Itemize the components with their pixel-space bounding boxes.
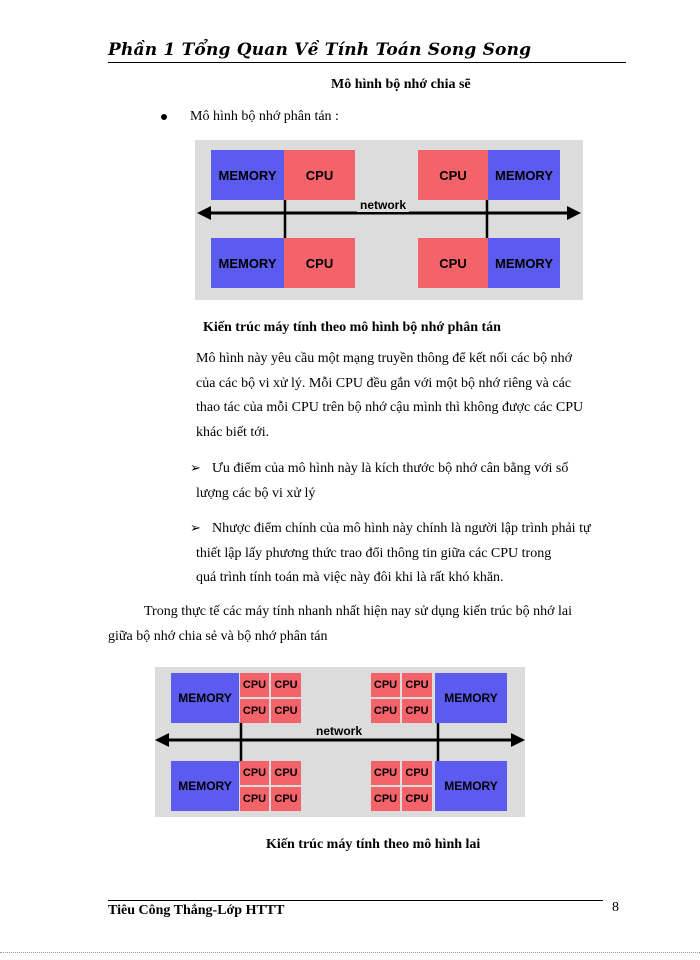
footer-author: Tiêu Công Thắng-Lớp HTTT	[108, 903, 285, 918]
cpu-block: CPU	[418, 238, 488, 288]
paragraph-line: Mô hình này yêu cầu một mạng truyền thông để kết nối các bộ nhớ	[196, 351, 572, 366]
advantage-line: Ưu điểm của mô hình này là kích thước bộ nhớ cân bằng với số	[212, 461, 569, 476]
advantage-text	[196, 457, 626, 506]
paragraph-line: của các bộ vi xử lý. Mỗi CPU đều gắn với một bộ nhớ riêng và các	[196, 375, 572, 391]
memory-block: MEMORY	[171, 761, 239, 811]
memory-block: MEMORY	[488, 150, 560, 200]
hybrid-memory-diagram	[155, 667, 525, 817]
memory-block: MEMORY	[211, 238, 284, 288]
disadvantage-line: Nhược điểm chính của mô hình này chính là người lập trình phải tự	[212, 521, 591, 536]
cpu-block: CPU	[284, 238, 355, 288]
network-label: network	[357, 198, 409, 212]
paragraph-hybrid-intro	[108, 600, 626, 649]
arrow-bullet-icon: ➢	[190, 461, 201, 476]
paragraph-line: khác biết tới.	[196, 424, 270, 440]
memory-block: MEMORY	[435, 673, 507, 723]
page-header-title: Phần 1 Tổng Quan Về Tính Toán Song Song	[108, 40, 532, 60]
paragraph-distributed-memory	[196, 347, 624, 445]
paragraph-line: thao tác của mỗi CPU trên bộ nhớ cậu mình thì không được các CPU	[196, 400, 584, 415]
cpu-block: CPU	[371, 761, 400, 785]
cpu-block: CPU	[240, 787, 269, 811]
memory-block: MEMORY	[488, 238, 560, 288]
disadvantage-line: thiết lập lấy phương thức trao đổi thông tin giữa các CPU trong	[196, 545, 552, 561]
footer-rule	[108, 900, 603, 901]
caption-shared-memory: Mô hình bộ nhớ chia sẽ	[331, 77, 471, 92]
disadvantage-text	[196, 517, 626, 591]
cpu-block: CPU	[402, 699, 432, 723]
caption-hybrid: Kiến trúc máy tính theo mô hình lai	[266, 837, 481, 852]
cpu-block: CPU	[271, 787, 301, 811]
cpu-block: CPU	[271, 673, 301, 697]
cpu-block: CPU	[240, 673, 269, 697]
cpu-block: CPU	[371, 787, 400, 811]
page-break-dotted-line	[0, 952, 700, 953]
memory-block: MEMORY	[211, 150, 284, 200]
distributed-memory-diagram	[195, 140, 583, 300]
arrow-bullet-icon: ➢	[190, 521, 201, 536]
cpu-block: CPU	[402, 761, 432, 785]
caption-distributed-memory: Kiến trúc máy tính theo mô hình bộ nhớ phân tán	[203, 320, 501, 335]
cpu-block: CPU	[284, 150, 355, 200]
header-rule	[108, 62, 626, 63]
cpu-block: CPU	[371, 673, 400, 697]
cpu-block: CPU	[271, 699, 301, 723]
paragraph-line: giữa bộ nhớ chia sẻ và bộ nhớ phân tán	[108, 628, 328, 644]
cpu-block: CPU	[402, 673, 432, 697]
network-label: network	[313, 724, 365, 738]
page-number: 8	[612, 900, 619, 915]
cpu-block: CPU	[402, 787, 432, 811]
cpu-block: CPU	[240, 699, 269, 723]
cpu-block: CPU	[240, 761, 269, 785]
paragraph-line: Trong thực tế các máy tính nhanh nhất hiện nay sử dụng kiến trúc bộ nhớ lai	[144, 604, 572, 619]
memory-block: MEMORY	[435, 761, 507, 811]
cpu-block: CPU	[271, 761, 301, 785]
disadvantage-line: quá trình tính toán mà việc này đôi khi là rất khó khăn.	[196, 570, 504, 585]
bullet-distributed-memory-text: Mô hình bộ nhớ phân tán :	[190, 109, 339, 124]
memory-block: MEMORY	[171, 673, 239, 723]
cpu-block: CPU	[371, 699, 400, 723]
bullet-dot	[161, 114, 167, 120]
cpu-block: CPU	[418, 150, 488, 200]
advantage-line: lượng các bộ vi xử lý	[196, 485, 316, 501]
